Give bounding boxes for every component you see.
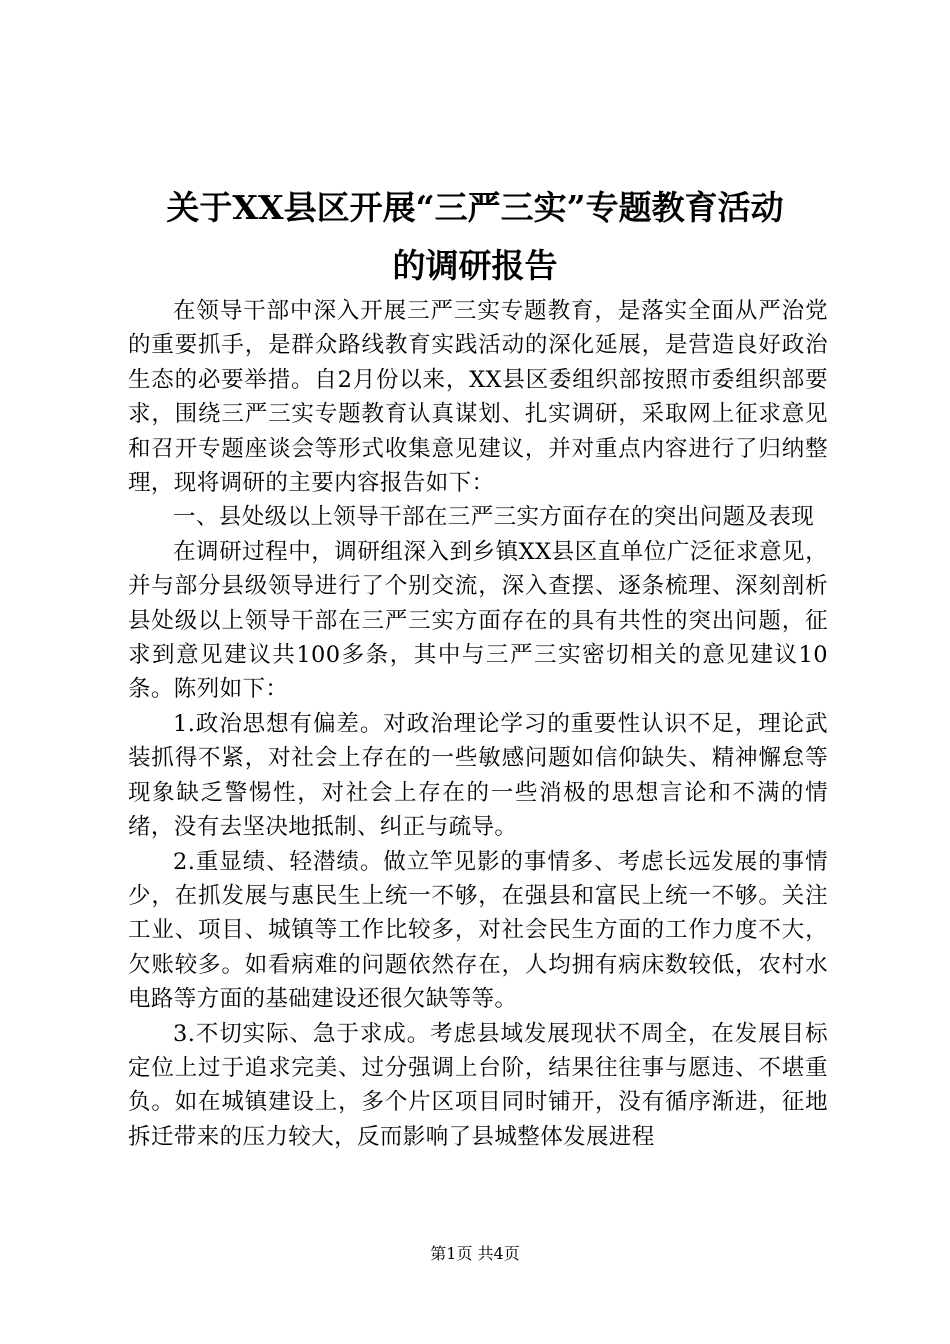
paragraph-survey: 在调研过程中，调研组深入到乡镇XX县区直单位广泛征求意见，并与部分县级领导进行了个别交流，深入查摆、逐条梳理、深刻剖析县处级以上领导干部在三严三实方面存在的具有共性的突出问题，征求到意见建议共100多条，其中与三严三实密切相关的意见建议10条。陈列如下： bbox=[128, 538, 828, 703]
paragraph-item-1: 1.政治思想有偏差。对政治理论学习的重要性认识不足，理论武装抓得不紧，对社会上存在的一些敏感问题如信仰缺失、精神懈怠等现象缺乏警惕性，对社会上存在的一些消极的思想言论和不满的情绪，没有去坚决地抵制、纠正与疏导。 bbox=[128, 710, 828, 841]
paragraph-item-2: 2.重显绩、轻潜绩。做立竿见影的事情多、考虑长远发展的事情少，在抓发展与惠民生上统一不够，在强县和富民上统一不够。关注工业、项目、城镇等工作比较多，对社会民生方面的工作力度不大，欠账较多。如看病难的问题依然存在，人均拥有病床数较低，农村水电路等方面的基础建设还很欠缺等等。 bbox=[128, 848, 828, 1013]
document-title-line-1: 关于XX县区开展“三严三实”专题教育活动 bbox=[166, 188, 784, 227]
page-number-footer: 第1页 共4页 bbox=[430, 1244, 520, 1263]
section-heading: 一、县处级以上领导干部在三严三实方面存在的突出问题及表现 bbox=[173, 504, 815, 531]
paragraph-item-3: 3.不切实际、急于求成。考虑县域发展现状不周全，在发展目标定位上过于追求完美、过分强调上台阶，结果往往事与愿违、不堪重负。如在城镇建设上，多个片区项目同时铺开，没有循序渐进，征地拆迁带来的压力较大，反而影响了县城整体发展进程 bbox=[128, 1020, 828, 1150]
document-body bbox=[128, 294, 828, 1154]
document-title-line-2: 的调研报告 bbox=[392, 246, 558, 285]
paragraph-intro: 在领导干部中深入开展三严三实专题教育，是落实全面从严治党的重要抓手，是群众路线教育实践活动的深化延展，是营造良好政治生态的必要举措。自2月份以来，XX县区委组织部按照市委组织部要求，围绕三严三实专题教育认真谋划、扎实调研，采取网上征求意见和召开专题座谈会等形式收集意见建议，并对重点内容进行了归纳整理，现将调研的主要内容报告如下： bbox=[128, 298, 828, 497]
